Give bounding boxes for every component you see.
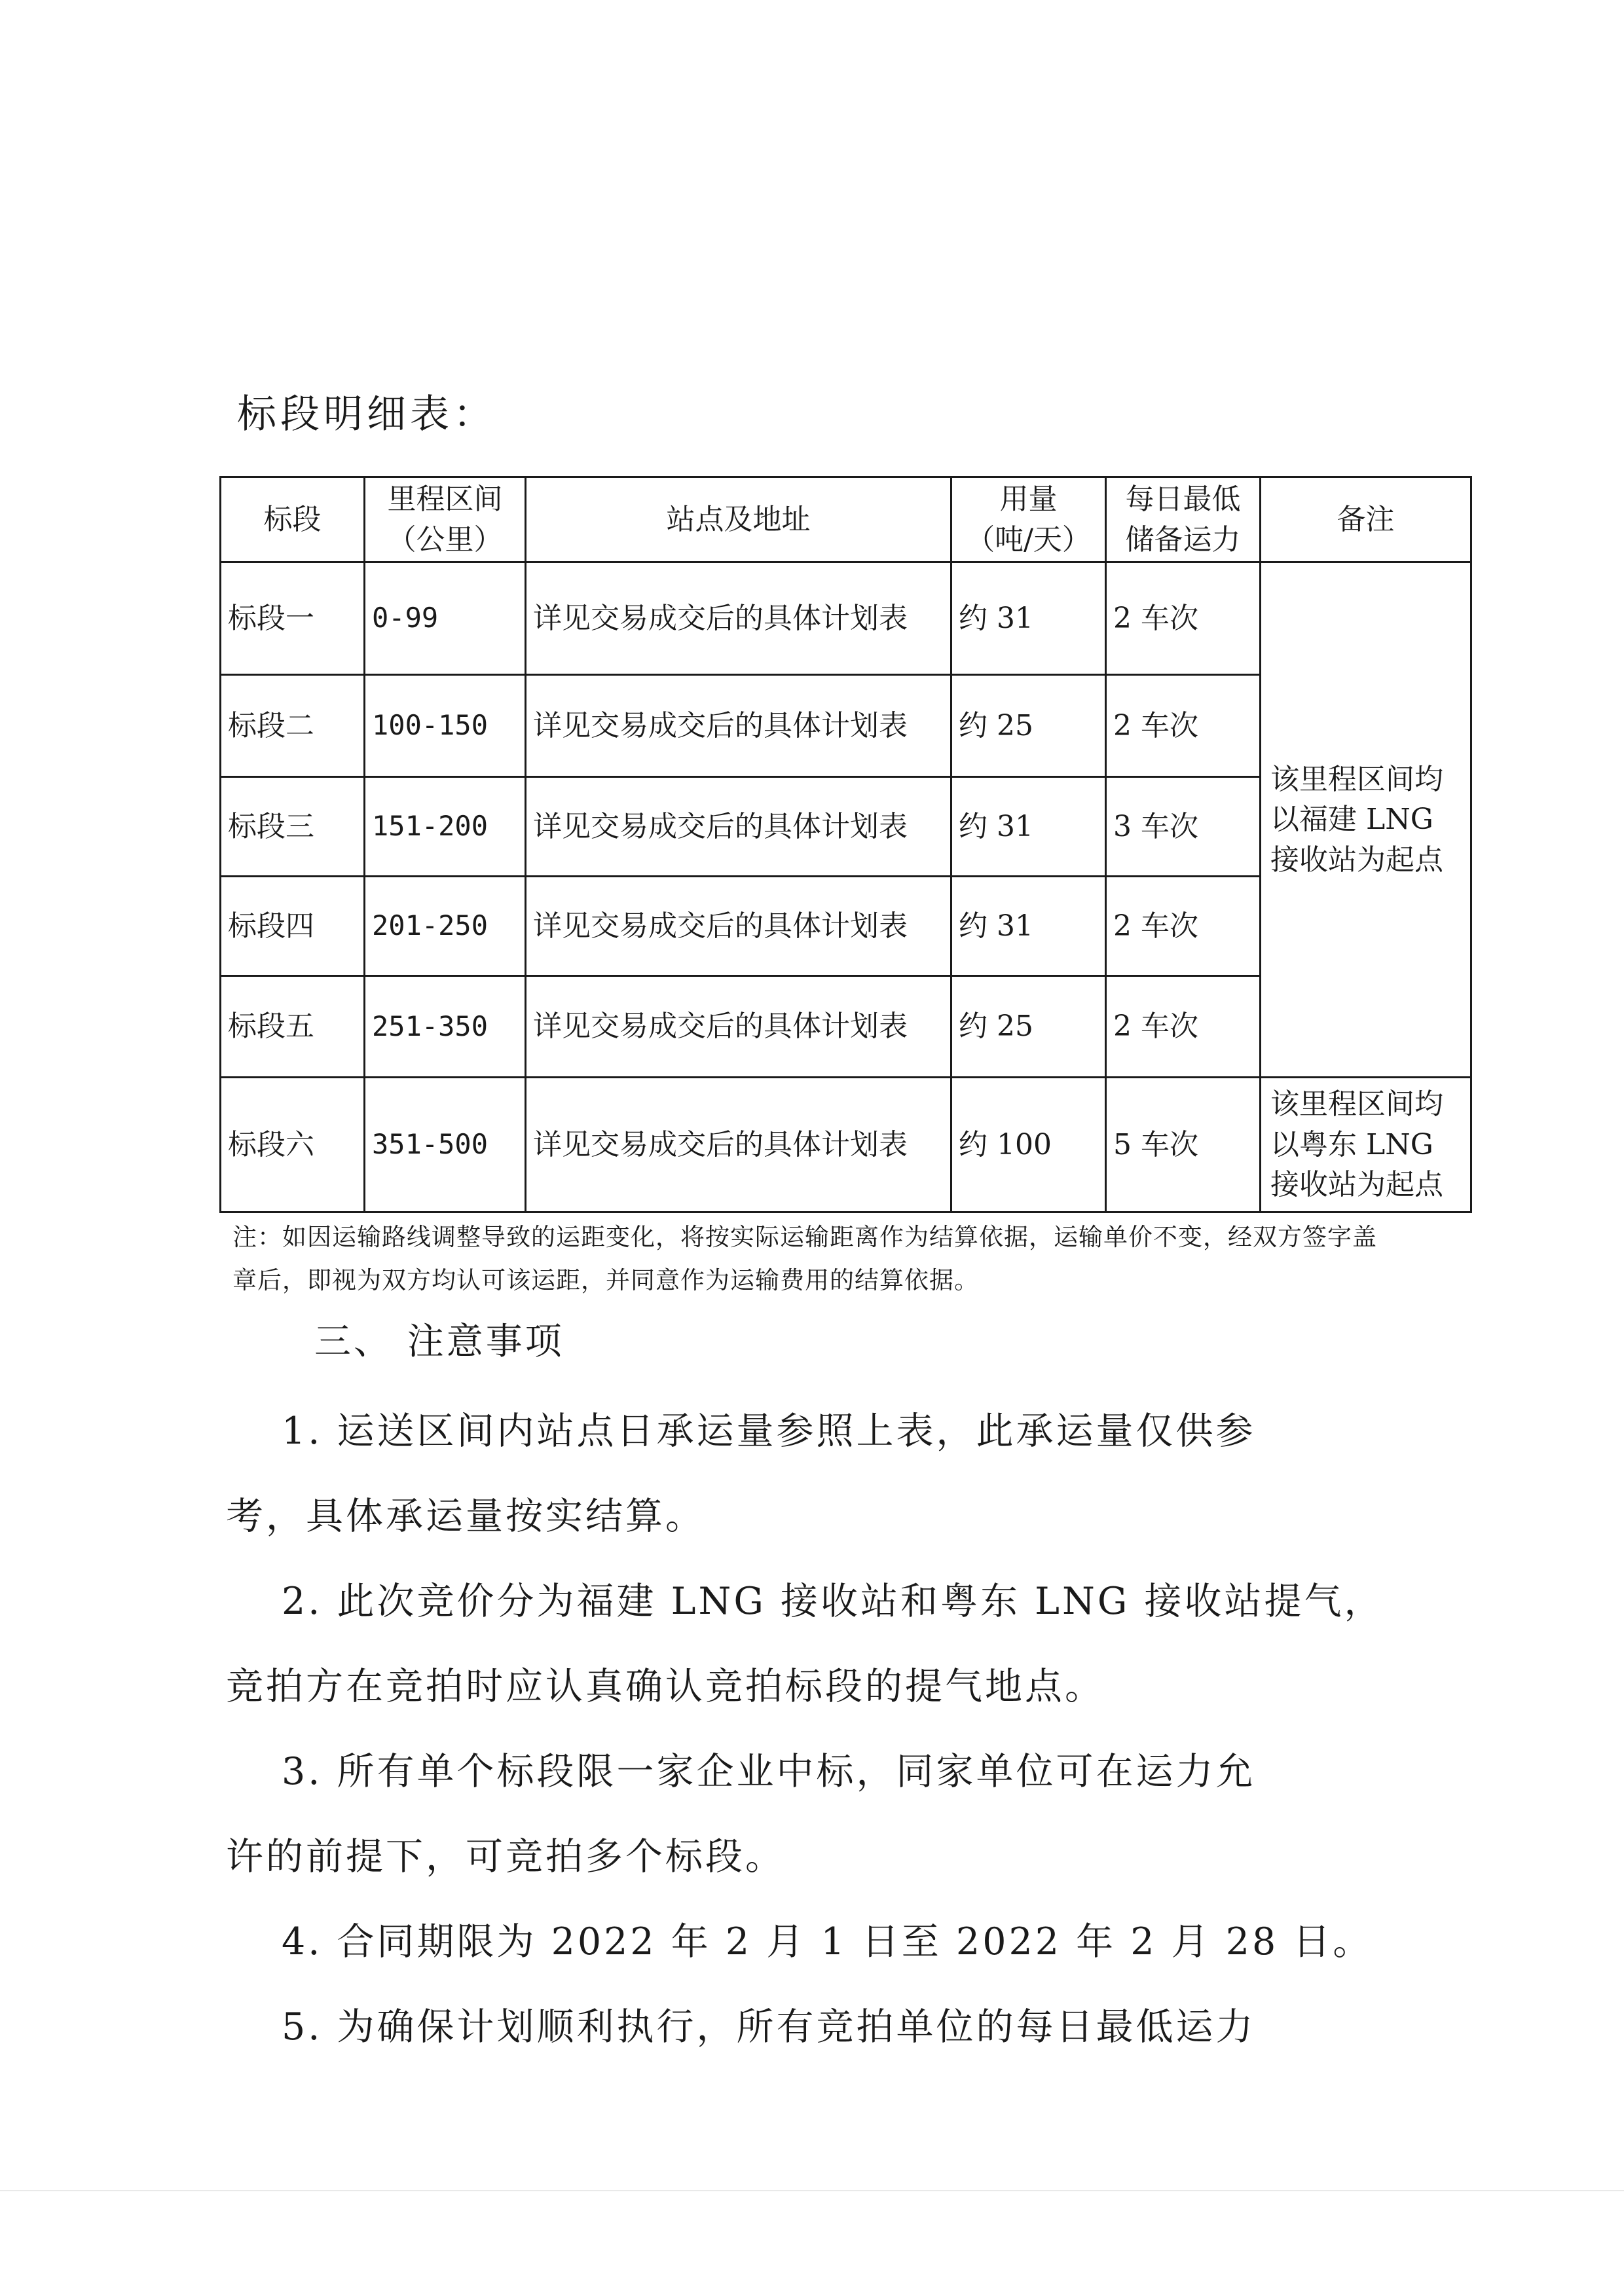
paragraph-2-line2: 竞拍方在竞拍时应认真确认竞拍标段的提气地点。 — [226, 1665, 1105, 1708]
cell-segment: 标段六 — [221, 1078, 365, 1212]
cell-station: 详见交易成交后的具体计划表 — [526, 976, 951, 1078]
header-usage — [951, 477, 1106, 562]
header-usage-line1: 用量 — [999, 482, 1058, 516]
cell-usage: 约 25 — [951, 976, 1106, 1078]
header-capacity-line1: 每日最低 — [1125, 482, 1241, 516]
paragraph-5-line1: 5. 为确保计划顺利执行，所有竞拍单位的每日最低运力 — [282, 2005, 1256, 2049]
cell-capacity: 2 车次 — [1106, 976, 1261, 1078]
cell-capacity: 3 车次 — [1106, 777, 1261, 877]
cell-mileage: 0-99 — [365, 562, 526, 675]
table-footnote: 注：如因运输路线调整导致的运距变化，将按实际运输距离作为结算依据，运输单价不变，经双方签字盖章后，即视为双方均认可该运距，并同意作为运输费用的结算依据。 — [232, 1223, 1377, 1294]
cell-station: 详见交易成交后的具体计划表 — [526, 877, 951, 976]
header-mileage — [365, 477, 526, 562]
cell-mileage: 201-250 — [365, 877, 526, 976]
header-capacity — [1106, 477, 1261, 562]
paragraph-4-line1: 4. 合同期限为 2022 年 2 月 1 日至 2022 年 2 月 28 日。 — [282, 1920, 1373, 1963]
header-remark: 备注 — [1261, 477, 1471, 562]
paragraph-3-line1: 3. 所有单个标段限一家企业中标，同家单位可在运力允 — [282, 1750, 1256, 1793]
cell-station: 详见交易成交后的具体计划表 — [526, 562, 951, 675]
cell-segment: 标段一 — [221, 562, 365, 675]
cell-segment: 标段二 — [221, 675, 365, 777]
header-mileage-line1: 里程区间 — [387, 482, 503, 516]
cell-station: 详见交易成交后的具体计划表 — [526, 1078, 951, 1212]
table-row — [221, 562, 1471, 675]
cell-segment: 标段五 — [221, 976, 365, 1078]
cell-usage: 约 25 — [951, 675, 1106, 777]
section-title: 三、 注意事项 — [314, 1321, 564, 1363]
header-usage-line2: （吨/天） — [966, 522, 1091, 556]
cell-usage: 约 31 — [951, 777, 1106, 877]
cell-capacity: 2 车次 — [1106, 877, 1261, 976]
cell-mileage: 251-350 — [365, 976, 526, 1078]
header-segment: 标段 — [221, 477, 365, 562]
table-header-row — [221, 477, 1471, 562]
header-mileage-line2: （公里） — [387, 522, 503, 556]
cell-remark-yuedong: 该里程区间均以粤东 LNG 接收站为起点 — [1261, 1078, 1471, 1212]
cell-mileage: 100-150 — [365, 675, 526, 777]
cell-segment: 标段三 — [221, 777, 365, 877]
cell-capacity: 2 车次 — [1106, 675, 1261, 777]
paragraph-1-line2: 考，具体承运量按实结算。 — [226, 1495, 705, 1538]
paragraph-1-line1: 1. 运送区间内站点日承运量参照上表，此承运量仅供参 — [282, 1410, 1256, 1453]
cell-station: 详见交易成交后的具体计划表 — [526, 777, 951, 877]
table-row — [221, 1078, 1471, 1212]
segment-table — [219, 476, 1472, 1213]
header-station: 站点及地址 — [526, 477, 951, 562]
scan-edge-rule — [0, 2190, 1624, 2191]
cell-remark-fujian: 该里程区间均以福建 LNG 接收站为起点 — [1261, 562, 1471, 1078]
cell-usage: 约 31 — [951, 877, 1106, 976]
cell-usage: 约 100 — [951, 1078, 1106, 1212]
table-title: 标段明细表： — [237, 392, 496, 437]
cell-capacity: 2 车次 — [1106, 562, 1261, 675]
cell-usage: 约 31 — [951, 562, 1106, 675]
cell-mileage: 151-200 — [365, 777, 526, 877]
cell-segment: 标段四 — [221, 877, 365, 976]
paragraph-2-line1: 2. 此次竞价分为福建 LNG 接收站和粤东 LNG 接收站提气， — [282, 1580, 1384, 1623]
cell-capacity: 5 车次 — [1106, 1078, 1261, 1212]
paragraph-3-line2: 许的前提下，可竞拍多个标段。 — [226, 1835, 785, 1878]
cell-mileage: 351-500 — [365, 1078, 526, 1212]
cell-station: 详见交易成交后的具体计划表 — [526, 675, 951, 777]
header-capacity-line2: 储备运力 — [1125, 522, 1241, 556]
